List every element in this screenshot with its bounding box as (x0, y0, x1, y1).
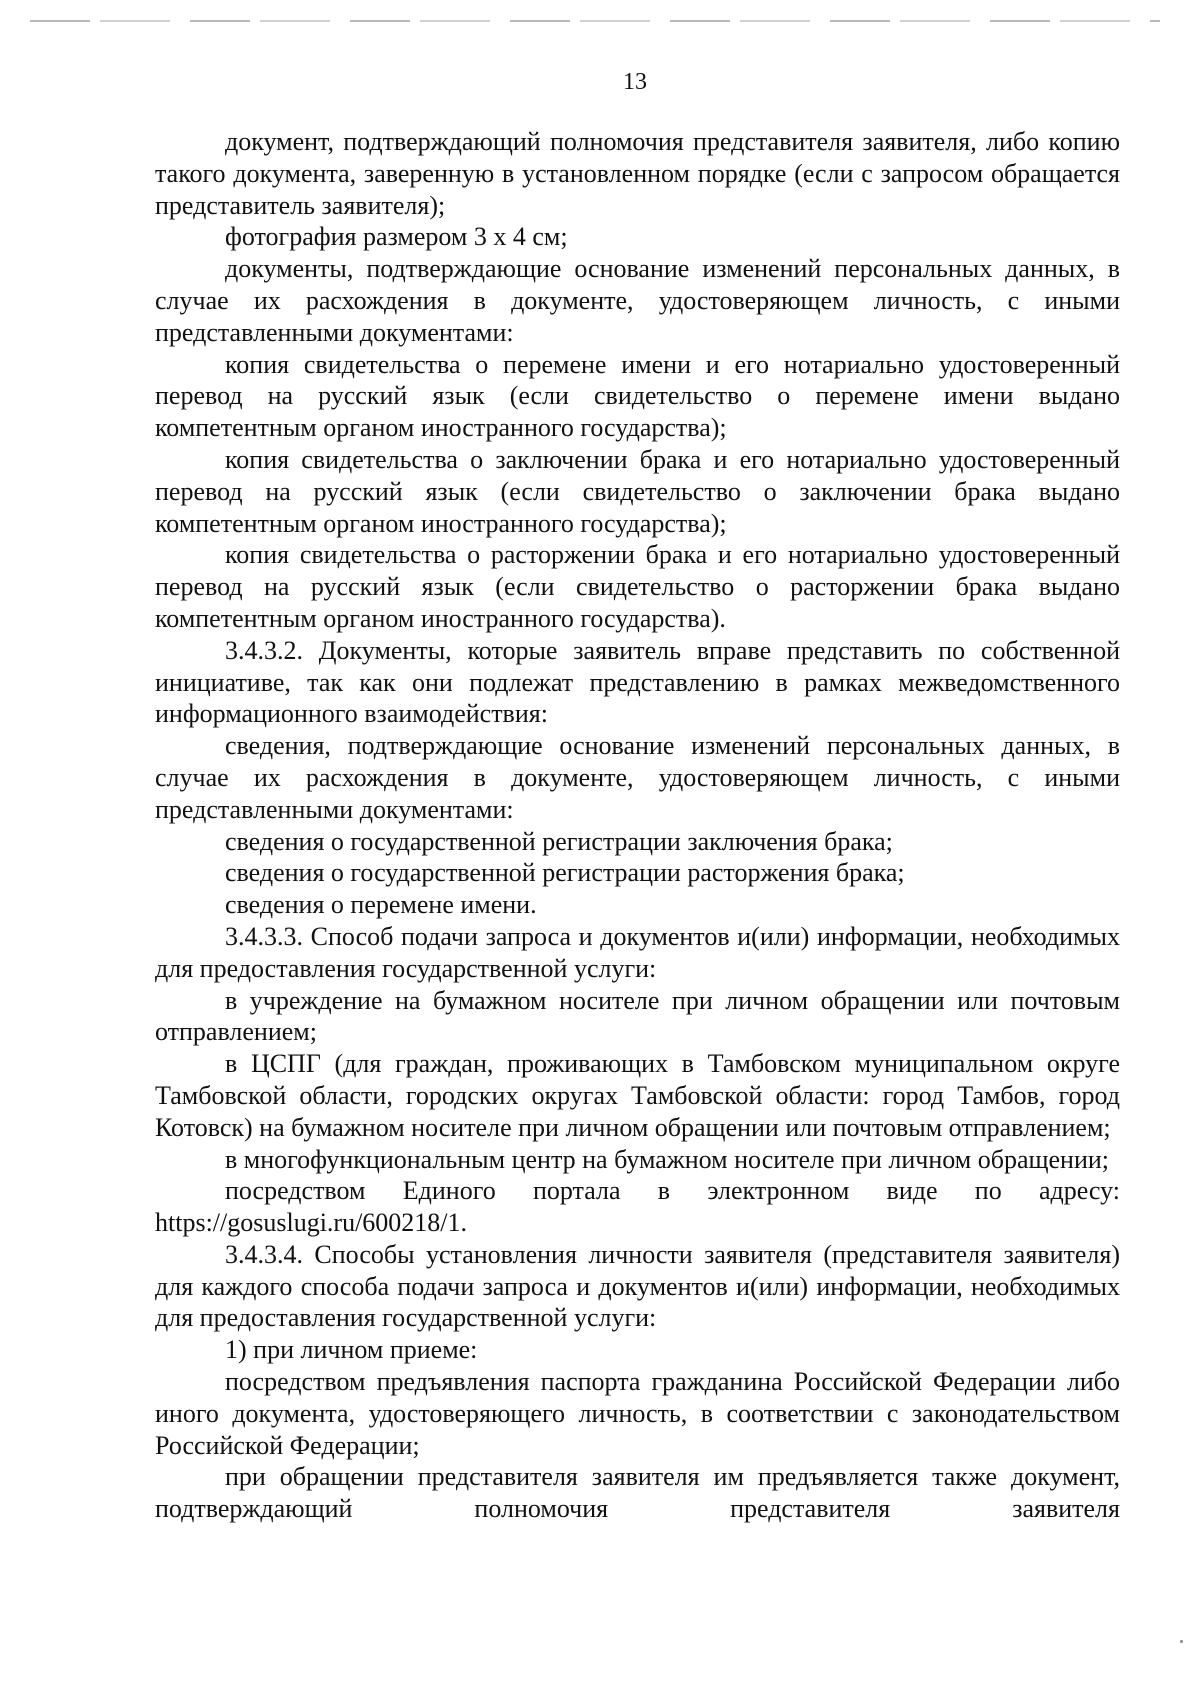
paragraph-mfc-submission: в многофункциональным центр на бумажном носителе при личном обращении; (225, 1144, 1110, 1174)
document-body (155, 126, 1120, 1525)
paragraph-divorce-certificate: копия свидетельства о расторжении брака и его нотариально удостоверенный перевод на русский язык (если свидетельство о расторжении брака выдано компетентным органом иностранного государства). (155, 540, 1120, 633)
paragraph-portal-submission: посредством Единого портала в электронном виде по адресу: https://gosuslugi.ru/600218/1. (155, 1176, 1120, 1238)
paragraph-representative-document: документ, подтверждающий полномочия представителя заявителя, либо копию такого документа, заверенную в установленном порядке (если с запросом обращается представитель заявителя); (155, 127, 1120, 220)
page-number: 13 (623, 69, 647, 95)
scan-artifact-dot (1180, 1640, 1183, 1643)
paragraph-personal-data-info: сведения, подтверждающие основание изменений персональных данных, в случае их расхождения в документе, удостоверяющем личность, с иными представленными документами: (155, 731, 1120, 824)
paragraph-representative-authority: при обращении представителя заявителя им предъявляется также документ, подтверждающий полномочия представителя заявителя (155, 1462, 1120, 1524)
paragraph-institution-submission: в учреждение на бумажном носителе при личном обращении или почтовым отправлением; (155, 985, 1120, 1047)
paragraph-marriage-registration: сведения о государственной регистрации заключения брака; (225, 826, 893, 856)
paragraph-section-3-4-3-4: 3.4.3.4. Способы установления личности заявителя (представителя заявителя) для каждого способа подачи запроса и документов и(или) информации, необходимых для предоставления государственной услуги: (155, 1239, 1120, 1333)
paragraph-section-3-4-3-3: 3.4.3.3. Способ подачи запроса и документов и(или) информации, необходимых для предоставления государственной услуги: (155, 921, 1120, 983)
paragraph-personal-reception: 1) при личном приеме: (225, 1335, 478, 1365)
paragraph-personal-data-documents: документы, подтверждающие основание изменений персональных данных, в случае их расхождения в документе, удостоверяющем личность, с иными представленными документами: (155, 254, 1120, 347)
paragraph-name-change-certificate: копия свидетельства о перемене имени и его нотариально удостоверенный перевод на русский язык (если свидетельство о перемене имени выдано компетентным органом иностранного государства); (155, 349, 1120, 443)
paragraph-divorce-registration: сведения о государственной регистрации расторжения брака; (225, 858, 905, 888)
paragraph-marriage-certificate: копия свидетельства о заключении брака и его нотариально удостоверенный перевод на русский язык (если свидетельство о заключении брака выдано компетентным органом иностранного государства); (155, 444, 1120, 538)
paragraph-cspg-submission: в ЦСПГ (для граждан, проживающих в Тамбовском муниципальном округе Тамбовской области, городских округах Тамбовской области: город Тамбов, город Котовск) на бумажном носителе при личном обращении или почтовым отправлением; (155, 1049, 1120, 1142)
paragraph-passport-presentation: посредством предъявления паспорта гражданина Российской Федерации либо иного документа, удостоверяющего личность, в соответствии с законодательством Российской Федерации; (155, 1367, 1120, 1460)
scan-artifact-top (30, 20, 1160, 22)
paragraph-photo: фотография размером 3 х 4 см; (225, 222, 568, 252)
paragraph-section-3-4-3-2: 3.4.3.2. Документы, которые заявитель вправе представить по собственной инициативе, так как они подлежат представлению в рамках межведомственного информационного взаимодействия: (155, 635, 1120, 729)
paragraph-name-change-info: сведения о перемене имени. (225, 890, 537, 920)
